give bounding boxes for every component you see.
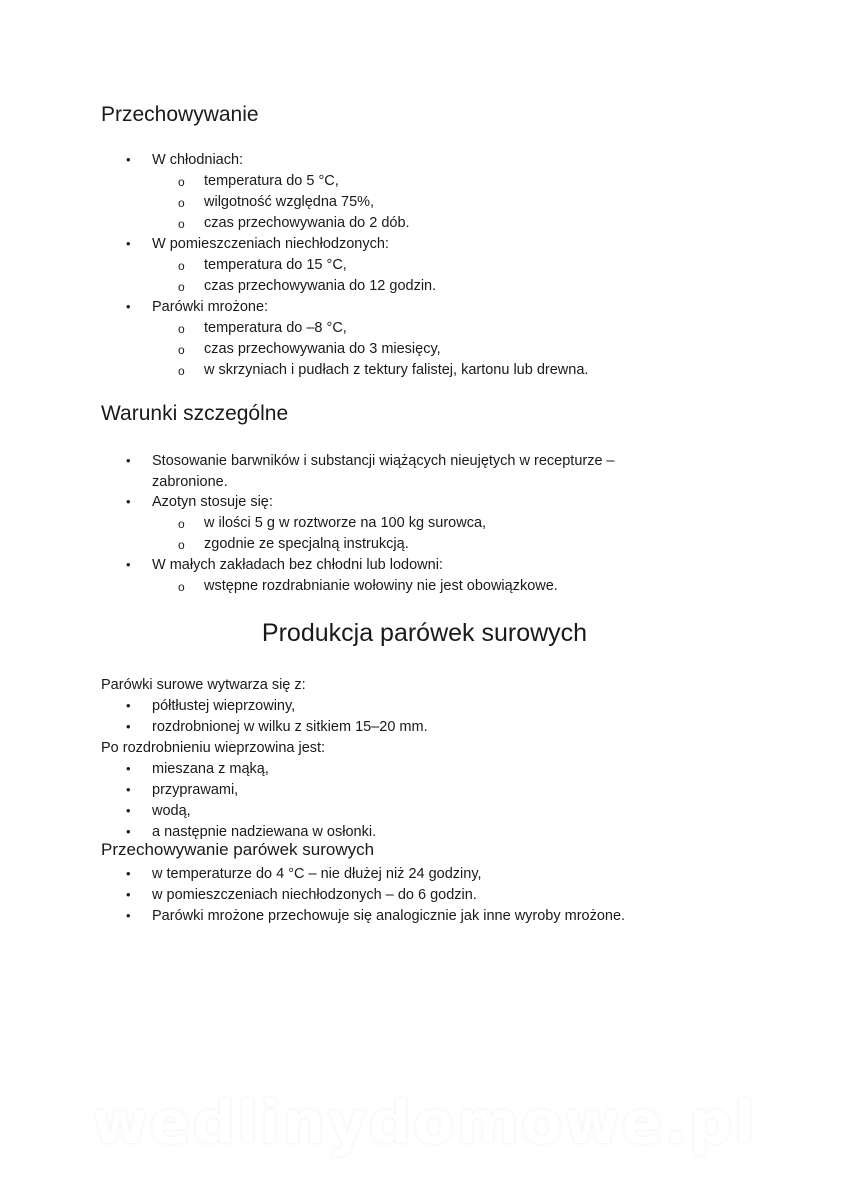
sub-list-item: czas przechowywania do 2 dób. bbox=[204, 215, 410, 231]
bullet: • bbox=[126, 453, 131, 468]
bullet: • bbox=[126, 782, 131, 797]
sub-bullet: o bbox=[178, 175, 185, 189]
sub-list-item: czas przechowywania do 12 godzin. bbox=[204, 278, 437, 294]
list-item: przyprawami, bbox=[152, 782, 239, 798]
paragraph: Po rozdrobnieniu wieprzowina jest: bbox=[101, 740, 326, 756]
section-title-special: Warunki szczególne bbox=[101, 402, 289, 425]
list-item: Stosowanie barwników i substancji wiążących nieujętych w recepturze – bbox=[152, 453, 615, 469]
bullet: • bbox=[126, 866, 131, 881]
sub-bullet: o bbox=[178, 343, 185, 357]
bullet: • bbox=[126, 557, 131, 572]
list-item: Azotyn stosuje się: bbox=[152, 494, 273, 510]
sub-bullet: o bbox=[178, 217, 185, 231]
sub-list-item: w skrzyniach i pudłach z tektury falistej, kartonu lub drewna. bbox=[204, 362, 589, 378]
sub-list-item: czas przechowywania do 3 miesięcy, bbox=[204, 341, 441, 357]
sub-list-item: w ilości 5 g w roztworze na 100 kg surowca, bbox=[204, 515, 487, 531]
list-item: mieszana z mąką, bbox=[152, 761, 269, 777]
sub-bullet: o bbox=[178, 538, 185, 552]
bullet: • bbox=[126, 698, 131, 713]
sub-list-item: wilgotność względna 75%, bbox=[204, 194, 375, 210]
list-item-continuation: zabronione. bbox=[152, 474, 228, 490]
bullet: • bbox=[126, 824, 131, 839]
bullet: • bbox=[126, 152, 131, 167]
list-item: W chłodniach: bbox=[152, 152, 244, 168]
sub-list-item: temperatura do 5 °C, bbox=[204, 173, 339, 189]
bullet: • bbox=[126, 719, 131, 734]
sub-list-item: temperatura do 15 °C, bbox=[204, 257, 347, 273]
bullet: • bbox=[126, 236, 131, 251]
sub-bullet: o bbox=[178, 364, 185, 378]
bullet: • bbox=[126, 887, 131, 902]
sub-list-item: wstępne rozdrabnianie wołowiny nie jest obowiązkowe. bbox=[204, 578, 558, 594]
list-item: w temperaturze do 4 °C – nie dłużej niż 24 godziny, bbox=[152, 866, 482, 882]
sub-bullet: o bbox=[178, 259, 185, 273]
section-title-production: Produkcja parówek surowych bbox=[261, 619, 588, 647]
watermark: wedlinydomowe.pl bbox=[92, 1088, 757, 1158]
sub-bullet: o bbox=[178, 517, 185, 531]
sub-list-item: temperatura do –8 °C, bbox=[204, 320, 347, 336]
bullet: • bbox=[126, 803, 131, 818]
sub-bullet: o bbox=[178, 322, 185, 336]
sub-bullet: o bbox=[178, 580, 185, 594]
list-item: półtłustej wieprzowiny, bbox=[152, 698, 296, 714]
list-item: Parówki mrożone: bbox=[152, 299, 269, 315]
section-title-storage: Przechowywanie bbox=[101, 103, 259, 126]
sub-bullet: o bbox=[178, 280, 185, 294]
bullet: • bbox=[126, 494, 131, 509]
list-item: w pomieszczeniach niechłodzonych – do 6 godzin. bbox=[152, 887, 477, 903]
list-item: W pomieszczeniach niechłodzonych: bbox=[152, 236, 389, 252]
subsection-title-raw-storage: Przechowywanie parówek surowych bbox=[101, 840, 375, 859]
list-item: Parówki mrożone przechowuje się analogicznie jak inne wyroby mrożone. bbox=[152, 908, 626, 924]
bullet: • bbox=[126, 908, 131, 923]
bullet: • bbox=[126, 761, 131, 776]
list-item: rozdrobnionej w wilku z sitkiem 15–20 mm. bbox=[152, 719, 428, 735]
sub-bullet: o bbox=[178, 196, 185, 210]
sub-list-item: zgodnie ze specjalną instrukcją. bbox=[204, 536, 409, 552]
list-item: W małych zakładach bez chłodni lub lodowni: bbox=[152, 557, 443, 573]
list-item: a następnie nadziewana w osłonki. bbox=[152, 824, 377, 840]
bullet: • bbox=[126, 299, 131, 314]
paragraph: Parówki surowe wytwarza się z: bbox=[101, 677, 306, 693]
list-item: wodą, bbox=[152, 803, 191, 819]
